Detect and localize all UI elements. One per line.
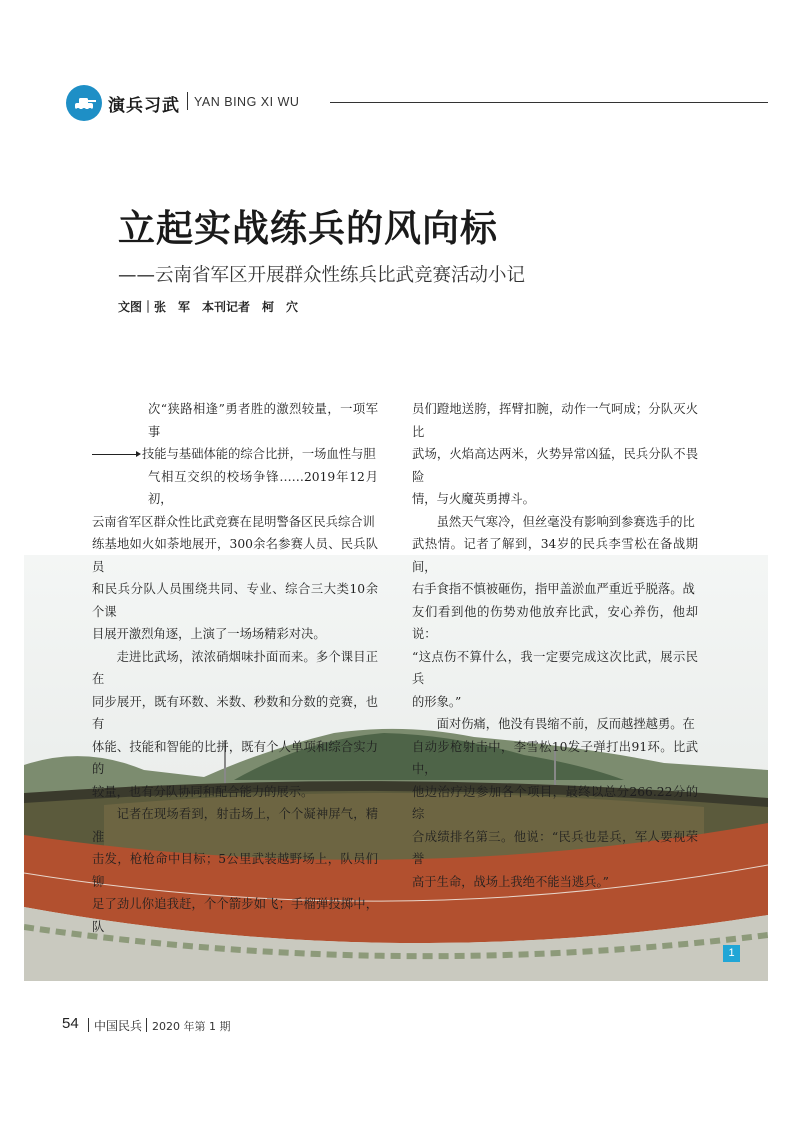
paragraph-line: 击发，枪枪命中目标；5公里武装越野场上，队员们铆 (92, 852, 378, 889)
paragraph-line: 武场，火焰高达两米，火势异常凶猛，民兵分队不畏险 (412, 447, 698, 484)
section-name: 演兵习武 (108, 96, 180, 116)
magazine-name: 中国民兵 (94, 1019, 143, 1033)
paragraph-line: 走进比武场，浓浓硝烟味扑面而来。多个课目正在 (92, 649, 378, 686)
paragraph-line: 和民兵分队人员围绕共同、专业、综合三大类10余个课 (92, 582, 378, 619)
paragraph-line: 目展开激烈角逐，上演了一场场精彩对决。 (92, 627, 326, 641)
paragraph-line: 技能与基础体能的综合比拼，一场血性与胆 (92, 443, 378, 466)
article-left-column (92, 398, 378, 938)
paragraph-line: 合成绩排名第三。他说：“民兵也是兵，军人要视荣誉 (412, 829, 698, 866)
paragraph-line: 体能、技能和智能的比拼，既有个人单项和综合实力的 (92, 739, 378, 776)
article-subtitle: ——云南省军区开展群众性练兵比武竞赛活动小记 (118, 265, 526, 286)
article-byline: 文图｜张 军 本刊记者 柯 穴 (118, 300, 299, 314)
paragraph-line: 次“狭路相逢”勇者胜的激烈较量，一项军事 (148, 402, 378, 439)
footer-divider (146, 1018, 147, 1032)
paragraph-line: 自动步枪射击中，李雪松10发子弹打出91环。比武中， (412, 739, 698, 776)
paragraph-line: 友们看到他的伤势劝他放弃比武，安心养伤，他却说： (412, 604, 698, 641)
section-divider (187, 92, 188, 110)
section-latin: YAN BING XI WU (194, 95, 300, 109)
paragraph-line: 记者在现场看到，射击场上，个个凝神屏气，精准 (92, 807, 378, 844)
paragraph-line: 云南省军区群众性比武竞赛在昆明警备区民兵综合训 (92, 514, 375, 529)
header-rule (330, 102, 768, 103)
paragraph-line: 他边治疗边参加各个项目，最终以总分266.22分的综 (412, 784, 698, 821)
issue-label: 2020 年第 1 期 (152, 1020, 231, 1033)
paragraph-line: 情，与火魔英勇搏斗。 (412, 492, 535, 506)
paragraph-line: 武热情。记者了解到，34岁的民兵李雪松在备战期间， (412, 537, 698, 574)
paragraph-line: 高于生命，战场上我绝不能当逃兵。” (412, 874, 609, 889)
paragraph-line: 面对伤痛，他没有畏缩不前，反而越挫越勇。在 (436, 717, 695, 731)
article-right-column (412, 398, 698, 893)
footer-divider (88, 1018, 89, 1032)
paragraph-line: 右手食指不慎被砸伤，指甲盖淤血严重近乎脱落。战 (412, 582, 695, 596)
paragraph-line: 足了劲儿你追我赶，个个箭步如飞；手榴弹投掷中，队 (92, 897, 378, 934)
page-number: 54 (62, 1015, 79, 1032)
paragraph-line: 同步展开，既有环数、米数、秒数和分数的竞赛，也有 (92, 694, 378, 731)
photo-number-badge: 1 (723, 945, 740, 962)
paragraph-line: 的形象。” (412, 694, 462, 709)
paragraph-line: 虽然天气寒冷，但丝毫没有影响到参赛选手的比 (436, 514, 695, 529)
paragraph-line: 较量，也有分队协同和配合能力的展示。 (92, 784, 314, 799)
paragraph-line: 练基地如火如荼地展开，300余名参赛人员、民兵队员 (92, 537, 378, 574)
paragraph-line: 气相互交织的校场争锋……2019年12月初， (148, 469, 378, 506)
paragraph-line: “这点伤不算什么，我一定要完成这次比武，展示民兵 (412, 649, 698, 686)
section-logo-icon (66, 85, 102, 121)
article-title: 立起实战练兵的风向标 (118, 207, 498, 250)
arrow-line-icon (92, 454, 138, 455)
paragraph-line: 员们蹬地送胯，挥臂扣腕，动作一气呵成；分队灭火比 (412, 402, 698, 439)
